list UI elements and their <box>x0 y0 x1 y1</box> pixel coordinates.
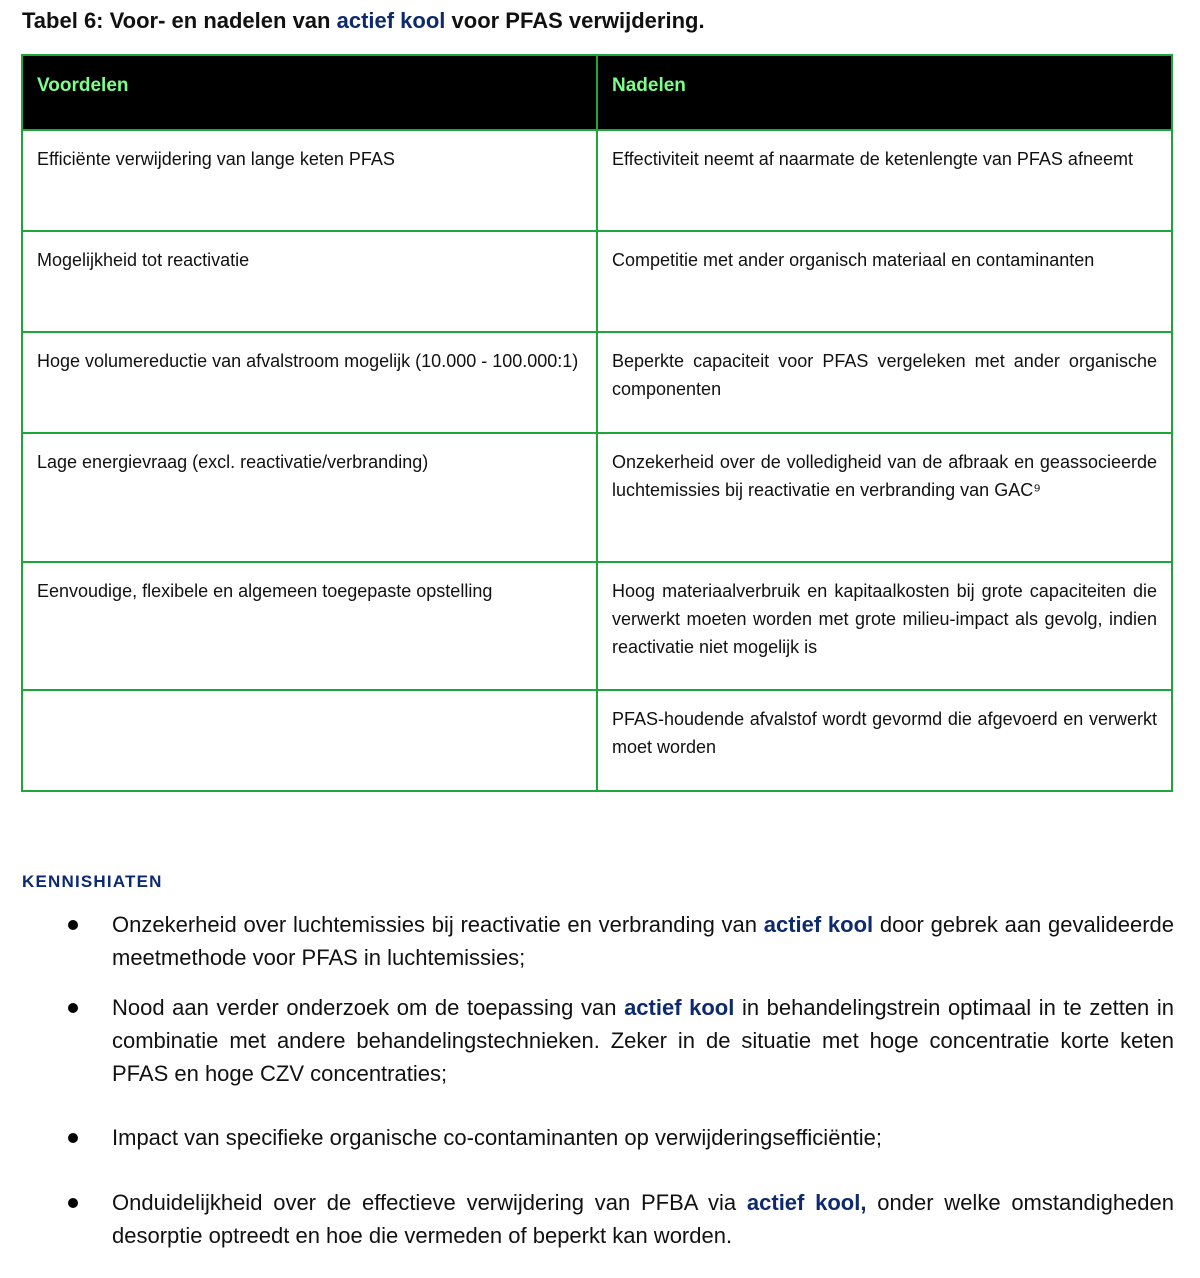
table-header-row <box>22 55 1172 130</box>
table-row <box>22 433 1172 562</box>
table-cell: Lage energievraag (excl. reactivatie/verbranding) <box>22 433 597 562</box>
header-nadelen: Nadelen <box>597 55 1172 130</box>
table-cell <box>22 690 597 791</box>
list-item: Nood aan verder onderzoek om de toepassing van actief kool in behandelingstrein optimaal in te zetten in combinatie met andere behandelingstechnieken. Zeker in de situatie met hoge concentratie korte keten PFAS en hoge CZV concentraties; <box>62 991 1174 1090</box>
pros-cons-table <box>21 54 1173 792</box>
table-row <box>22 332 1172 433</box>
table-cell: Competitie met ander organisch materiaal en contaminanten <box>597 231 1172 332</box>
bullet-icon <box>68 920 78 930</box>
table-cell: Hoge volumereductie van afvalstroom mogelijk (10.000 - 100.000:1) <box>22 332 597 433</box>
list-item: Onzekerheid over luchtemissies bij reactivatie en verbranding van actief kool door gebrek aan gevalideerde meetmethode voor PFAS in luchtemissies; <box>62 908 1174 974</box>
table-cell: Hoog materiaalverbruik en kapitaalkosten bij grote capaciteiten die verwerkt moeten worden met grote milieu-impact als gevolg, indien reactivatie niet mogelijk is <box>597 562 1172 690</box>
caption-text: Tabel 6: Voor- en nadelen van <box>22 8 337 33</box>
table-cell: Eenvoudige, flexibele en algemeen toegepaste opstelling <box>22 562 597 690</box>
list-item: Impact van specifieke organische co-contaminanten op verwijderingsefficiëntie; <box>62 1121 1174 1154</box>
header-voordelen: Voordelen <box>22 55 597 130</box>
table-cell: Efficiënte verwijdering van lange keten PFAS <box>22 130 597 231</box>
caption-text-end: voor PFAS verwijdering. <box>445 8 705 33</box>
bullet-icon <box>68 1198 78 1208</box>
table-cell: Beperkte capaciteit voor PFAS vergeleken met ander organische componenten <box>597 332 1172 433</box>
table-row <box>22 562 1172 690</box>
list-item: Onduidelijkheid over de effectieve verwijdering van PFBA via actief kool, onder welke omstandigheden desorptie optreedt en hoe die vermeden of beperkt kan worden. <box>62 1186 1174 1252</box>
section-title: KENNISHIATEN <box>22 872 163 891</box>
table-cell: Onzekerheid over de volledigheid van de afbraak en geassocieerde luchtemissies bij reactivatie en verbranding van GAC⁹ <box>597 433 1172 562</box>
table-cell: Effectiviteit neemt af naarmate de ketenlengte van PFAS afneemt <box>597 130 1172 231</box>
bullet-icon <box>68 1003 78 1013</box>
table-row <box>22 130 1172 231</box>
table-row <box>22 231 1172 332</box>
table-cell: Mogelijkheid tot reactivatie <box>22 231 597 332</box>
table-caption <box>22 8 705 34</box>
table-cell: PFAS-houdende afvalstof wordt gevormd die afgevoerd en verwerkt moet worden <box>597 690 1172 791</box>
table-row <box>22 690 1172 791</box>
caption-keyword: actief kool <box>336 8 446 33</box>
bullet-icon <box>68 1133 78 1143</box>
